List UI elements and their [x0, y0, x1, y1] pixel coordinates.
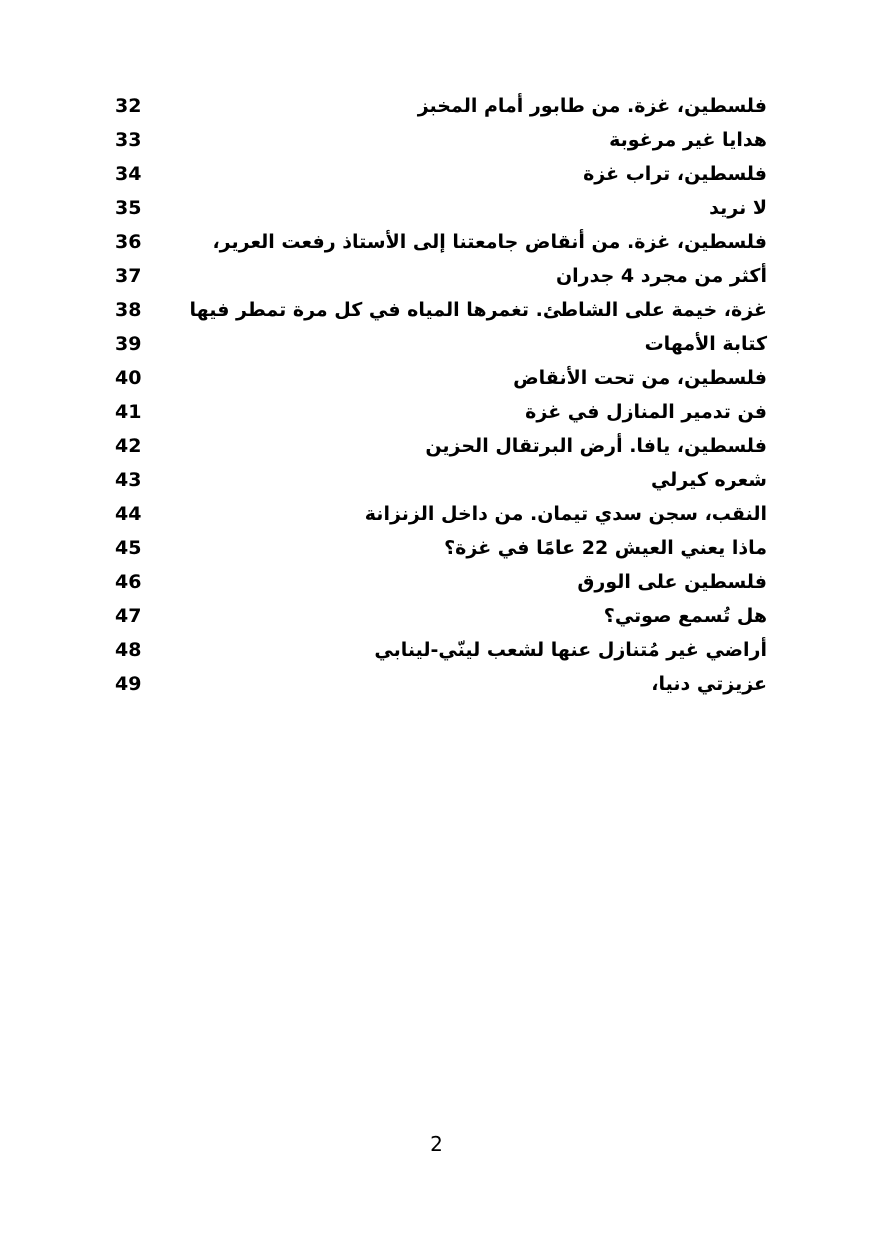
toc-entry-page-number: 41 — [115, 401, 142, 423]
toc-entry — [115, 123, 767, 157]
toc-entry — [115, 633, 767, 667]
toc-entry-title: شعره كيرلي — [650, 469, 767, 491]
toc-entry-page-number: 48 — [115, 639, 142, 661]
toc-entry-page-number: 47 — [115, 605, 142, 627]
toc-entry-title: لا نريد — [709, 197, 767, 219]
toc-entry-page-number: 43 — [115, 469, 142, 491]
toc-entry-title: أكثر من مجرد 4 جدران — [555, 265, 767, 287]
toc-entry-page-number: 42 — [115, 435, 142, 457]
toc-entry-page-number: 35 — [115, 197, 142, 219]
toc-entry-title: أراضي غير مُتنازل عنها لشعب لينّي-لينابي — [374, 639, 767, 661]
toc-entry — [115, 565, 767, 599]
toc-entry-page-number: 34 — [115, 163, 142, 185]
toc-entry — [115, 89, 767, 123]
toc-entry-title: عزيزتي دنيا، — [651, 673, 767, 695]
toc-entry-page-number: 39 — [115, 333, 142, 355]
toc-entry-page-number: 46 — [115, 571, 142, 593]
toc-entry-page-number: 38 — [115, 299, 142, 321]
toc-entry-title: فلسطين على الورق — [577, 571, 767, 593]
toc-entry-title: النقب، سجن سدي تيمان. من داخل الزنزانة — [364, 503, 767, 525]
toc-entry-title: هدايا غير مرغوبة — [609, 129, 767, 151]
toc-entry-title: فلسطين، من تحت الأنقاض — [513, 367, 767, 389]
toc-entry-page-number: 33 — [115, 129, 142, 151]
toc-entry-page-number: 37 — [115, 265, 142, 287]
toc-entry — [115, 497, 767, 531]
toc-entry — [115, 599, 767, 633]
toc-entry-title: فلسطين، يافا. أرض البرتقال الحزين — [425, 435, 767, 457]
toc-entry-title: فن تدمير المنازل في غزة — [525, 401, 767, 423]
toc-entry-title: فلسطين، غزة. من طابور أمام المخبز — [417, 95, 767, 117]
toc-entry — [115, 293, 767, 327]
toc-entry — [115, 667, 767, 701]
toc-entry — [115, 259, 767, 293]
toc-entry-page-number: 36 — [115, 231, 142, 253]
toc-entry-page-number: 40 — [115, 367, 142, 389]
toc-entry-page-number: 49 — [115, 673, 142, 695]
table-of-contents — [115, 89, 767, 701]
toc-entry — [115, 361, 767, 395]
toc-entry-title: فلسطين، غزة. من أنقاض جامعتنا إلى الأستاذ رفعت العرير، — [212, 231, 767, 253]
toc-entry — [115, 463, 767, 497]
toc-entry — [115, 395, 767, 429]
toc-entry-title: هل تُسمع صوتي؟ — [603, 605, 767, 627]
toc-entry-page-number: 44 — [115, 503, 142, 525]
toc-entry — [115, 429, 767, 463]
footer-page-number: 2 — [430, 1132, 443, 1156]
toc-entry — [115, 327, 767, 361]
toc-entry-page-number: 45 — [115, 537, 142, 559]
toc-entry — [115, 191, 767, 225]
toc-entry-page-number: 32 — [115, 95, 142, 117]
toc-entry-title: كتابة الأمهات — [644, 333, 767, 355]
toc-entry-title: غزة، خيمة على الشاطئ. تغمرها المياه في كل مرة تمطر فيها — [189, 299, 767, 321]
toc-entry — [115, 157, 767, 191]
toc-entry — [115, 531, 767, 565]
toc-entry-title: ماذا يعني العيش 22 عامًا في غزة؟ — [444, 537, 767, 559]
toc-entry-title: فلسطين، تراب غزة — [583, 163, 767, 185]
page-footer — [0, 1132, 873, 1156]
toc-entry — [115, 225, 767, 259]
